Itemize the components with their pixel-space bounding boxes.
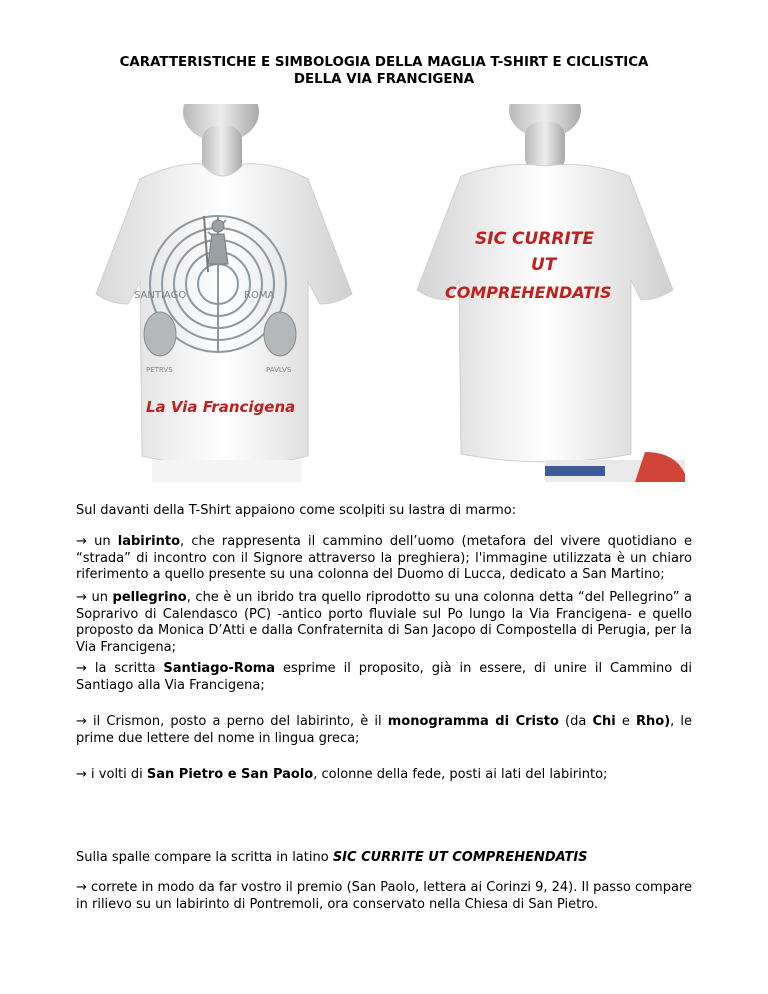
roma-label: ROMA: [244, 290, 275, 301]
labyrinth-term: labirinto: [117, 534, 181, 549]
arrow-icon: →: [76, 661, 87, 676]
via-francigena-caption: La Via Francigena: [146, 398, 296, 416]
arrow-icon: →: [76, 534, 87, 549]
back-slogan-line-2: UT: [531, 255, 557, 275]
petrus-label: PETRVS: [146, 366, 173, 374]
front-tshirt-photo: [76, 104, 373, 482]
pilgrim-term: pellegrino: [112, 590, 187, 605]
title-line-2: DELLA VIA FRANCIGENA: [293, 72, 475, 87]
saints-paragraph: → i volti di San Pietro e San Paolo, colonne della fede, posti ai lati del labirinto;: [76, 767, 608, 782]
santiago-roma-paragraph: → la scritta Santiago-Roma esprime il proposito, già in essere, di unire il Cammino di Santiago alla Via Francigena;: [76, 661, 693, 693]
title-line-1: CARATTERISTICHE E SIMBOLOGIA DELLA MAGLIA T-SHIRT E CICLISTICA: [119, 55, 649, 70]
crismon-paragraph: → il Crismon, posto a perno del labirinto, è il monogramma di Cristo (da Chi e Rho), le prime due lettere del nome in lingua greca;: [76, 714, 693, 746]
document-title: [60, 54, 708, 88]
intro-paragraph: [76, 503, 692, 520]
rho-term: Rho): [636, 714, 671, 729]
pilgrim-paragraph: → un pellegrino, che è un ibrido tra quello riprodotto su una colonna detta “del Pellegrino” a Soprarivo di Calendasco (PC) -antico porto fluviale sul Po lungo la Via Francigena- e quello proposto da Monica D’Atti e dalla Confraternita di San Jacopo di Compostella di Perugia, per la Via Francigena;: [76, 590, 692, 655]
intro-text: Sul davanti della T-Shirt appaiono come scolpiti su lastra di marmo:: [76, 503, 517, 518]
tshirt-photos: [76, 104, 692, 482]
back-slogan-line-1: SIC CURRITE: [475, 229, 594, 249]
back-slogan-line-3: COMPREHENDATIS: [445, 283, 612, 302]
arrow-icon: →: [76, 590, 87, 605]
arrow-icon: →: [76, 767, 87, 782]
motto-meaning-paragraph: → correte in modo da far vostro il premio (San Paolo, lettera ai Corinzi 9, 24). Il passo compare in rilievo su un labirinto di Pontremoli, ora conservato nella Chiesa di San Pietro.: [76, 880, 692, 912]
santiago-roma-term: Santiago-Roma: [163, 661, 276, 676]
back-tshirt-photo: [395, 104, 692, 482]
chi-term: Chi: [592, 714, 616, 729]
santiago-label: SANTIAGO: [134, 290, 187, 301]
monogram-term: monogramma di Cristo: [387, 714, 559, 729]
arrow-icon: →: [76, 714, 87, 729]
labyrinth-paragraph: → un labirinto, che rappresenta il cammino dell’uomo (metafora del vivere quotidiano e “strada” di incontro con il Signore attraverso la preghiera); l'immagine utilizzata è un chiaro riferimento a quello presente su una colonna del Duomo di Lucca, dedicato a San Martino;: [76, 534, 692, 582]
back-intro-paragraph: Sulla spalle compare la scritta in latino SIC CURRITE UT COMPREHENDATIS: [76, 850, 588, 865]
arrow-icon: →: [76, 880, 87, 895]
paulus-label: PAVLVS: [266, 366, 292, 374]
saints-term: San Pietro e San Paolo: [146, 767, 314, 782]
latin-motto: SIC CURRITE UT COMPREHENDATIS: [332, 850, 588, 865]
